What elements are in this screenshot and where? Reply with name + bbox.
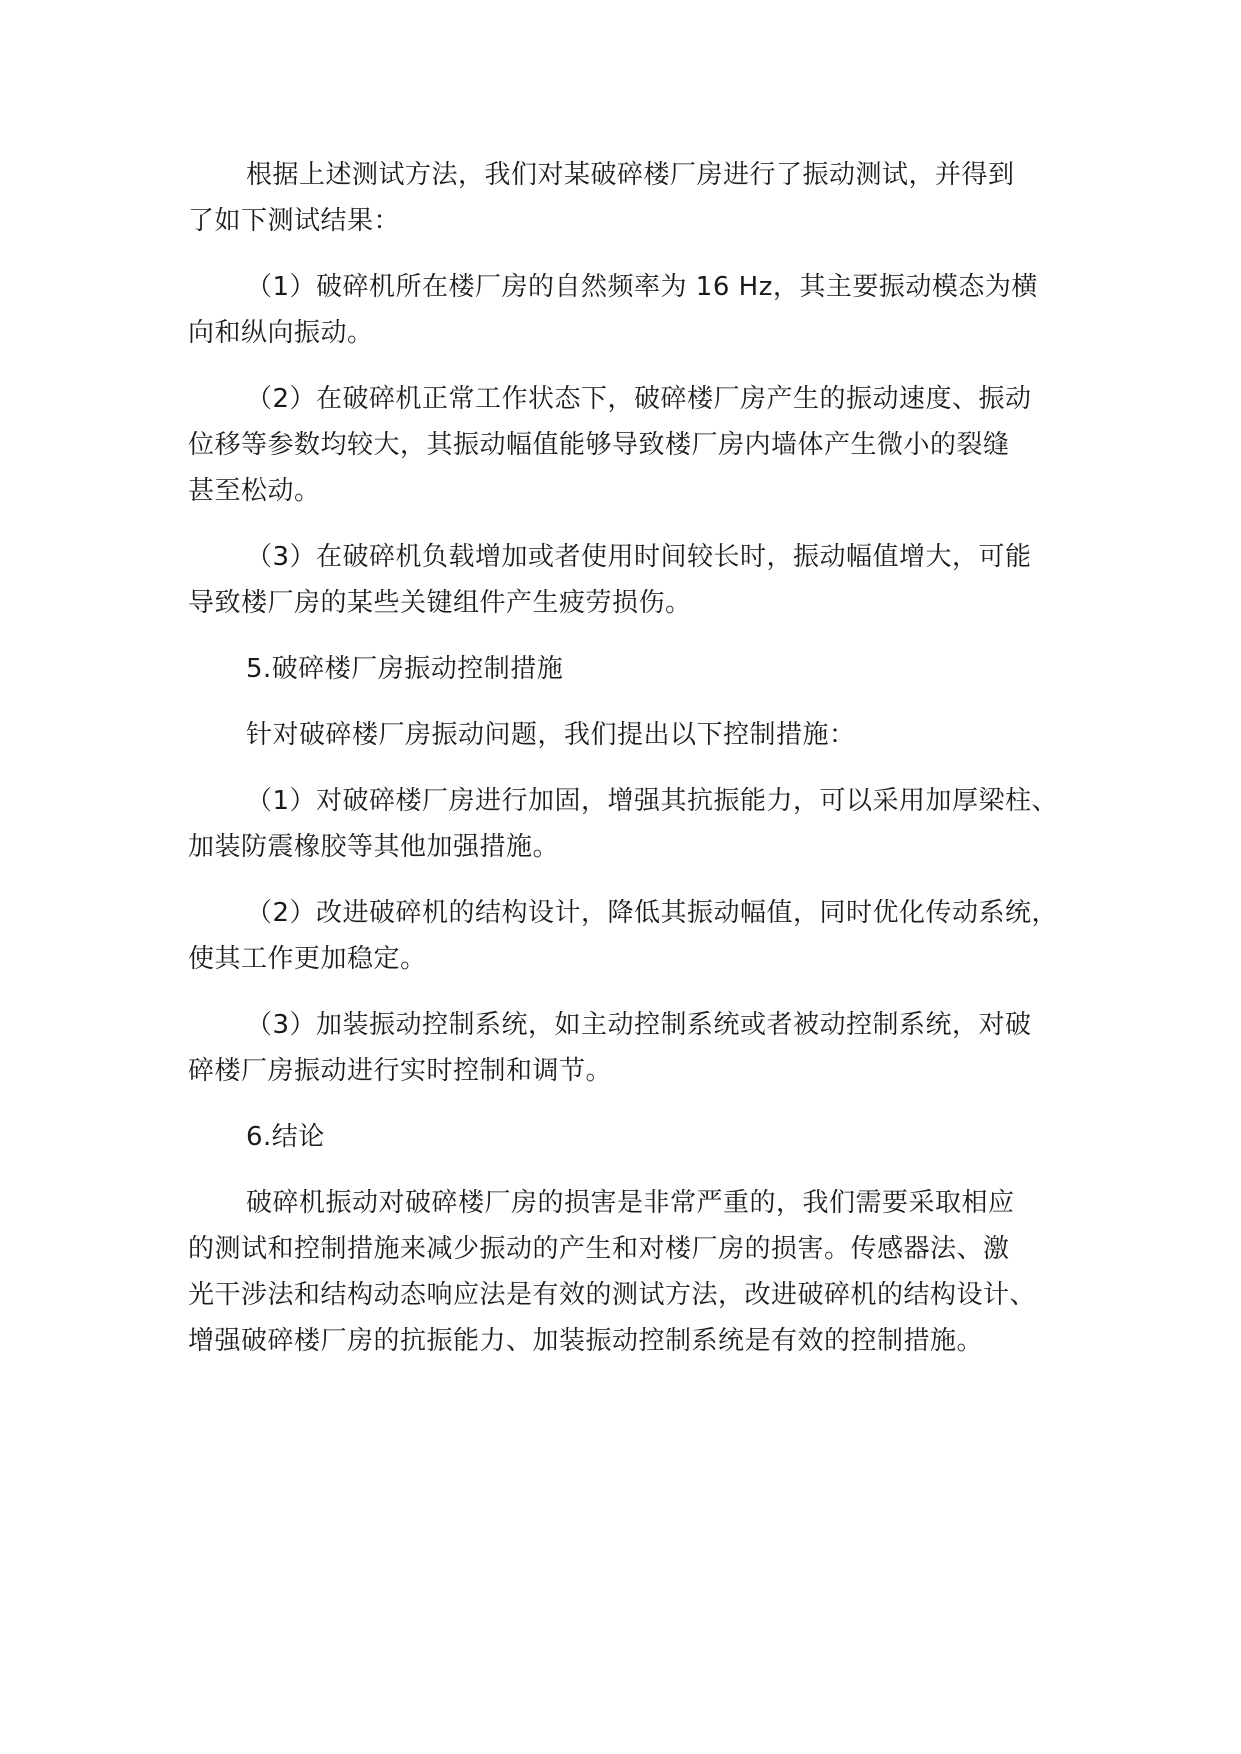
- text-line: （3）加装振动控制系统，如主动控制系统或者被动控制系统，对破: [246, 1010, 1032, 1040]
- text-line: 破碎机振动对破碎楼厂房的损害是非常严重的，我们需要采取相应: [246, 1188, 1015, 1218]
- text-line: （2）改进破碎机的结构设计，降低其振动幅值，同时优化传动系统，: [246, 898, 1059, 928]
- text-line: （1）对破碎楼厂房进行加固，增强其抗振能力，可以采用加厚梁柱、: [246, 786, 1059, 816]
- section-heading-text: 6.结论: [246, 1122, 325, 1152]
- text-line: 根据上述测试方法，我们对某破碎楼厂房进行了振动测试，并得到: [246, 160, 1015, 190]
- section-heading-text: 5.破碎楼厂房振动控制措施: [246, 654, 564, 684]
- text-line: 导致楼厂房的某些关键组件产生疲劳损伤。: [188, 588, 692, 618]
- text-line: （1）破碎机所在楼厂房的自然频率为 16 Hz，其主要振动模态为横: [246, 272, 1038, 302]
- text-line: （2）在破碎机正常工作状态下，破碎楼厂房产生的振动速度、振动: [246, 384, 1032, 414]
- text-line: 的测试和控制措施来减少振动的产生和对楼厂房的损害。传感器法、激: [188, 1234, 1010, 1264]
- text-line: 针对破碎楼厂房振动问题，我们提出以下控制措施：: [246, 720, 856, 750]
- text-line: （3）在破碎机负载增加或者使用时间较长时，振动幅值增大，可能: [246, 542, 1032, 572]
- text-line: 碎楼厂房振动进行实时控制和调节。: [188, 1056, 613, 1086]
- text-line: 增强破碎楼厂房的抗振能力、加装振动控制系统是有效的控制措施。: [188, 1326, 984, 1356]
- text-line: 甚至松动。: [188, 476, 321, 506]
- text-line: 向和纵向振动。: [188, 318, 374, 348]
- text-line: 加装防震橡胶等其他加强措施。: [188, 832, 560, 862]
- text-line: 使其工作更加稳定。: [188, 944, 427, 974]
- text-line: 位移等参数均较大，其振动幅值能够导致楼厂房内墙体产生微小的裂缝: [188, 430, 1010, 460]
- text-line: 了如下测试结果：: [188, 206, 401, 236]
- text-line: 光干涉法和结构动态响应法是有效的测试方法，改进破碎机的结构设计、: [188, 1280, 1037, 1310]
